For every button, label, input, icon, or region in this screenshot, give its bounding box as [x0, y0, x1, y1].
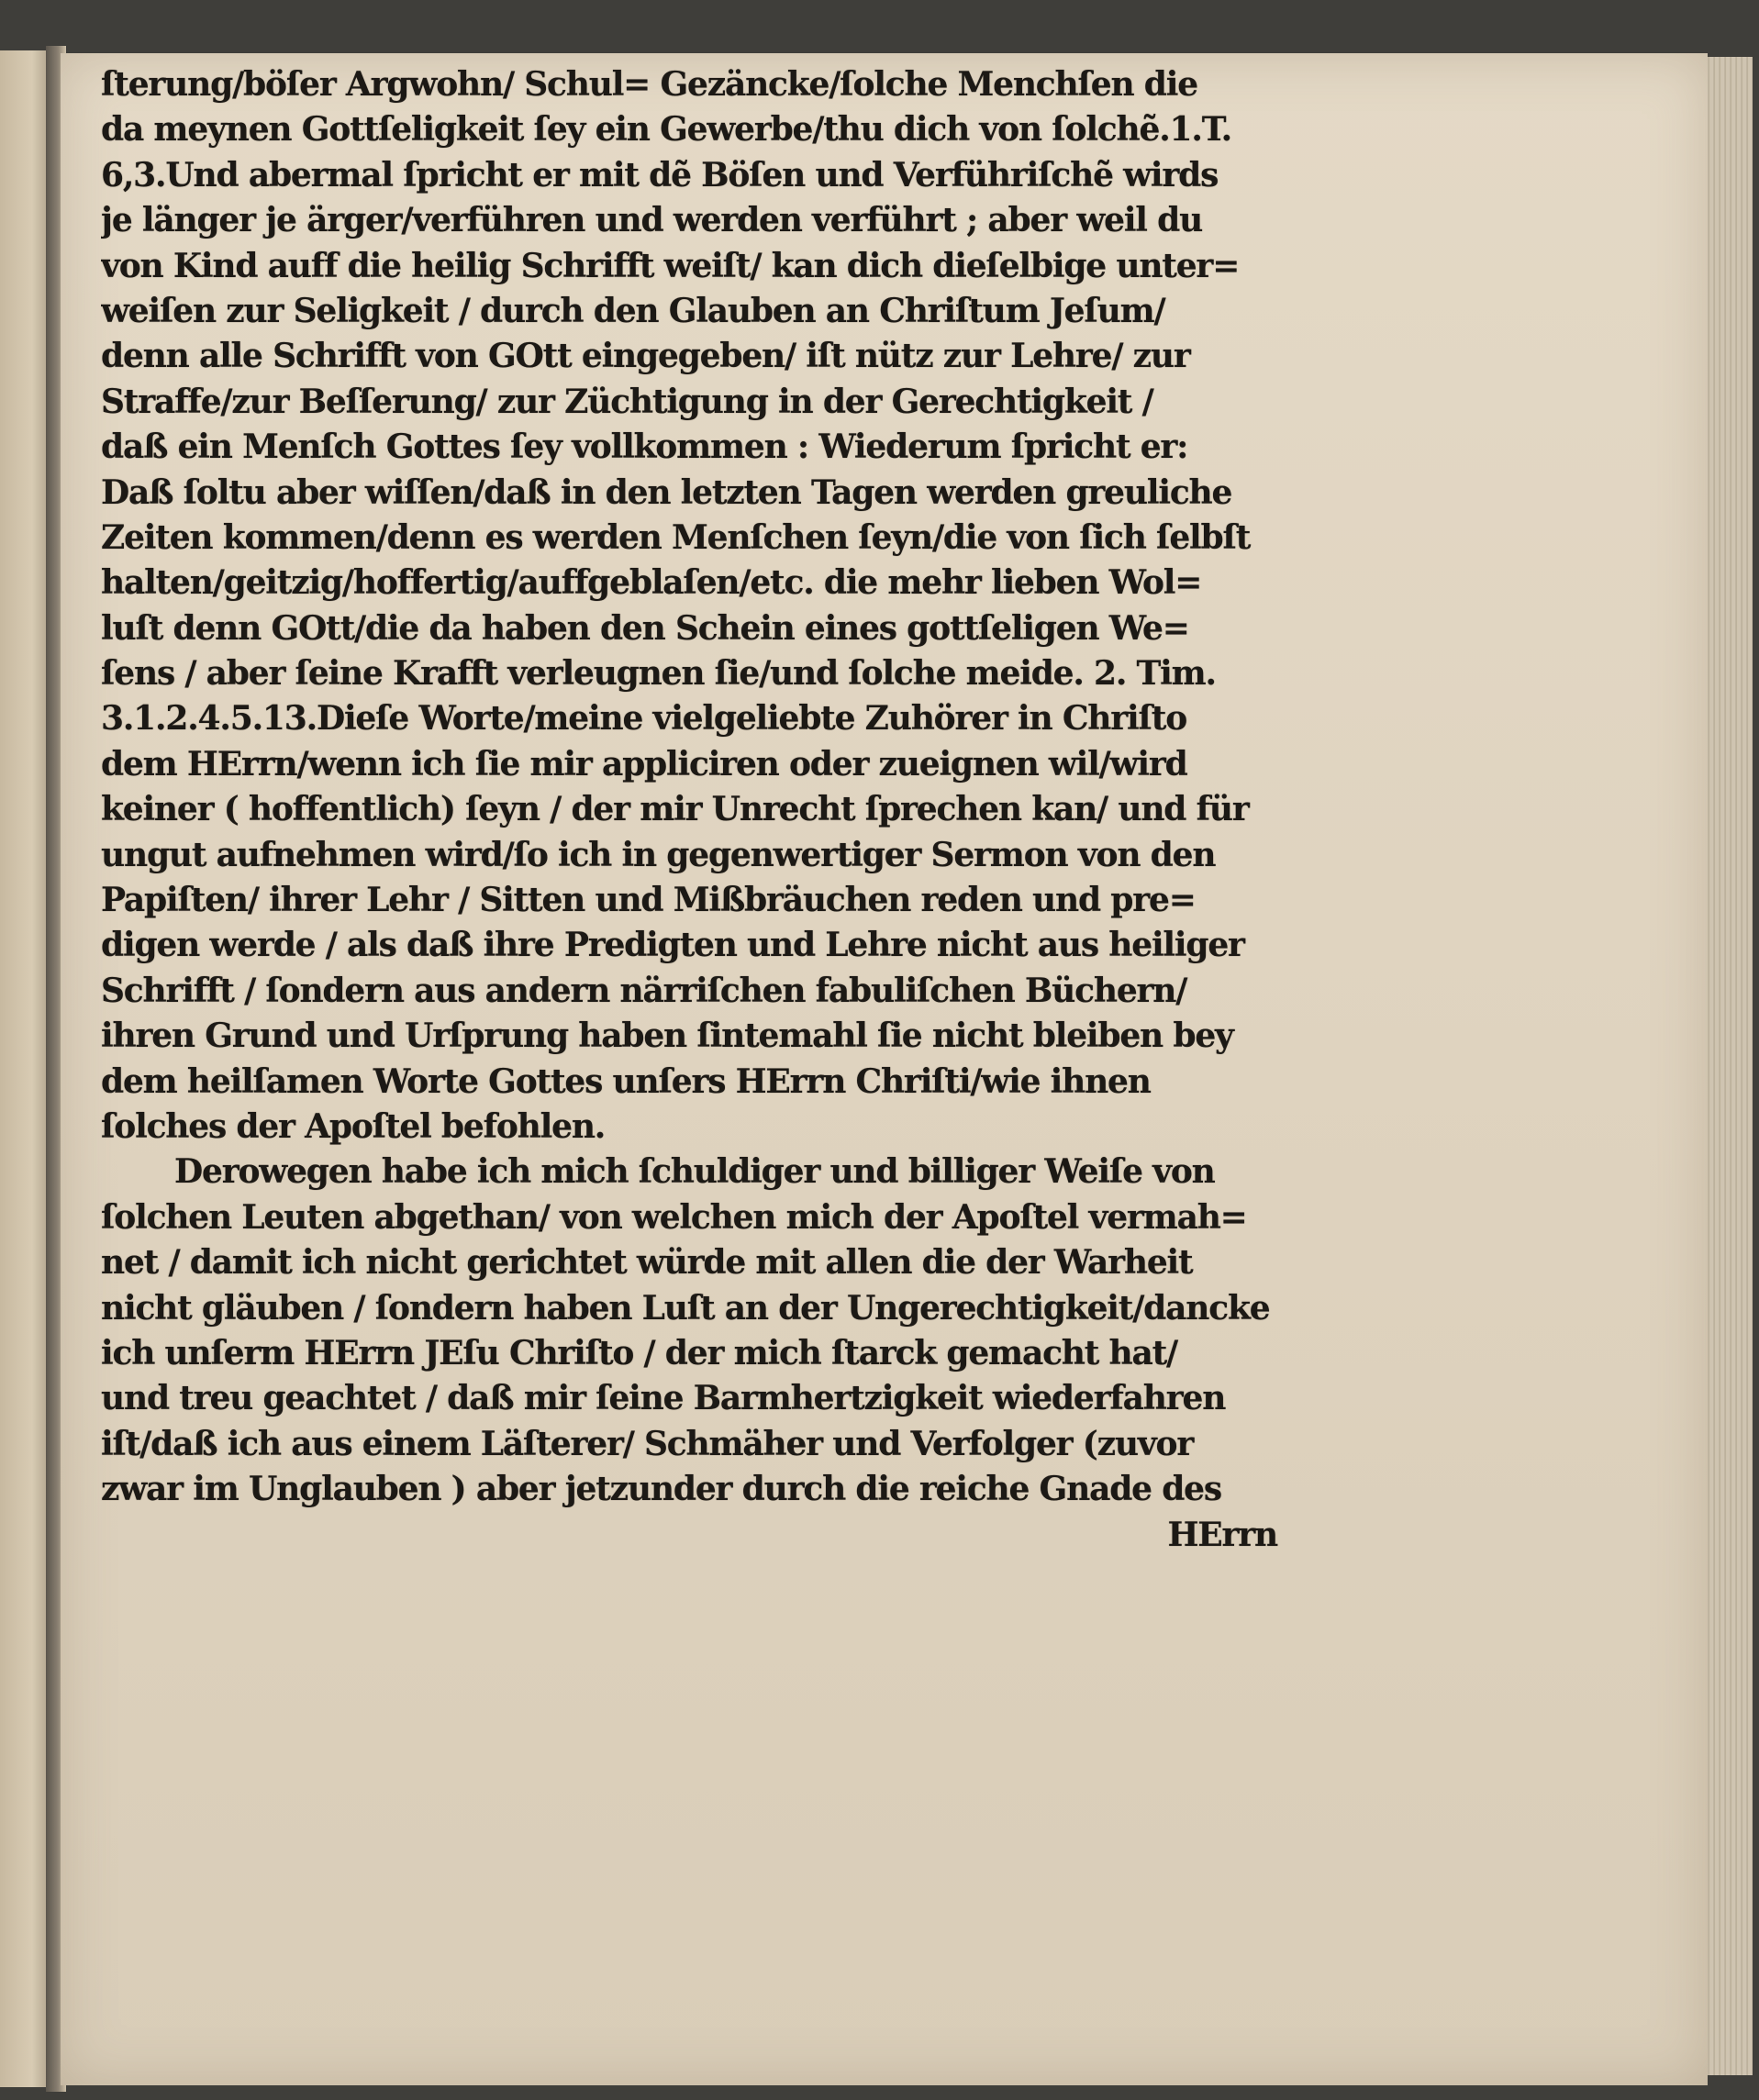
text-line: dem HErrn/wenn ich ſie mir appliciren oder zueignen wil/wird: [101, 744, 1187, 783]
text-line: 3.1.2.4.5.13.Dieſe Worte/meine vielgeliebte Zuhörer in Chriſto: [101, 699, 1187, 739]
text-line: daß ein Menſch Gottes ſey vollkommen : Wiederum ſpricht er:: [101, 428, 1188, 467]
text-line: iſt/daß ich aus einem Läſterer/ Schmäher und Verfolger (zuvor: [101, 1424, 1194, 1463]
text-line: nicht gläuben / ſondern haben Luſt an der Ungerechtigkeit/dancke: [101, 1288, 1270, 1328]
text-line: Schrifft / ſondern aus andern närriſchen fabuliſchen Büchern/: [101, 971, 1187, 1010]
text-line: ſens / aber ſeine Krafft verleugnen ſie/und ſolche meide. 2. Tim.: [101, 654, 1216, 694]
text-line: weiſen zur Seligkeit / durch den Glauben an Chriſtum Jeſum/: [101, 291, 1165, 330]
text-line: Papiſten/ ihrer Lehr / Sitten und Mißbräuchen reden und pre=: [101, 881, 1196, 920]
text-line: keiner ( hoffentlich) ſeyn / der mir Unrecht ſprechen kan/ und für: [101, 790, 1249, 829]
text-line: und treu geachtet / daß mir ſeine Barmhertzigkeit wiederfahren: [101, 1379, 1226, 1418]
text-line: denn alle Schrifft von GOtt eingegeben/ iſt nütz zur Lehre/ zur: [101, 337, 1190, 376]
text-line: Straffe/zur Beſſerung/ zur Züchtigung in der Gerechtigkeit /: [101, 382, 1153, 421]
catchword: HErrn: [1167, 1515, 1277, 1554]
page-edges: [1705, 57, 1753, 2075]
text-line: ihren Grund und Urſprung haben ſintemahl ſie nicht bleiben bey: [101, 1017, 1233, 1056]
body-text: [101, 62, 1290, 1558]
text-line: zwar im Unglauben ) aber jetzunder durch die reiche Gnade des: [101, 1470, 1221, 1509]
text-line: von Kind auff die heilig Schrifft weiſt/ kan dich dieſelbige unter=: [101, 246, 1240, 285]
text-line: ſolches der Apoſtel befohlen.: [101, 1106, 606, 1146]
text-line: ſolchen Leuten abgethan/ von welchen mich der Apoſtel vermah=: [101, 1197, 1247, 1237]
text-line: digen werde / als daß ihre Predigten und Lehre nicht aus heiliger: [101, 926, 1244, 965]
text-line: 6,3.Und abermal ſpricht er mit dẽ Böſen und Verführiſchẽ wirds: [101, 155, 1219, 194]
text-line: je länger je ärger/verführen und werden verführt ; aber weil du: [101, 201, 1203, 240]
text-line: halten/geitzig/hoffertig/auffgeblaſen/etc. die mehr lieben Wol=: [101, 563, 1202, 603]
text-line: ungut aufnehmen wird/ſo ich in gegenwertiger Sermon von den: [101, 835, 1216, 874]
text-line: ſterung/böſer Argwohn/ Schul= Gezäncke/ſolche Menchſen die: [101, 65, 1197, 104]
text-line: Zeiten kommen/denn es werden Menſchen ſeyn/die von ſich ſelbſt: [101, 517, 1251, 557]
text-line: ich unſerm HErrn JEſu Chriſto / der mich ſtarck gemacht hat/: [101, 1333, 1178, 1372]
text-line: dem heilſamen Worte Gottes unſers HErrn Chriſti/wie ihnen: [101, 1061, 1151, 1101]
text-line: da meynen Gottſeligkeit ſey ein Gewerbe/thu dich von ſolchẽ.1.T.: [101, 110, 1231, 150]
text-line: Daß ſoltu aber wiſſen/daß in den letzten Tagen werden greuliche: [101, 472, 1232, 512]
paragraph-start-line: Derowegen habe ich mich ſchuldiger und billiger Weiſe von: [174, 1152, 1215, 1192]
text-line: net / damit ich nicht gerichtet würde mit allen die der Warheit: [101, 1243, 1193, 1283]
text-line: luſt denn GOtt/die da haben den Schein eines gottſeligen We=: [101, 608, 1189, 648]
